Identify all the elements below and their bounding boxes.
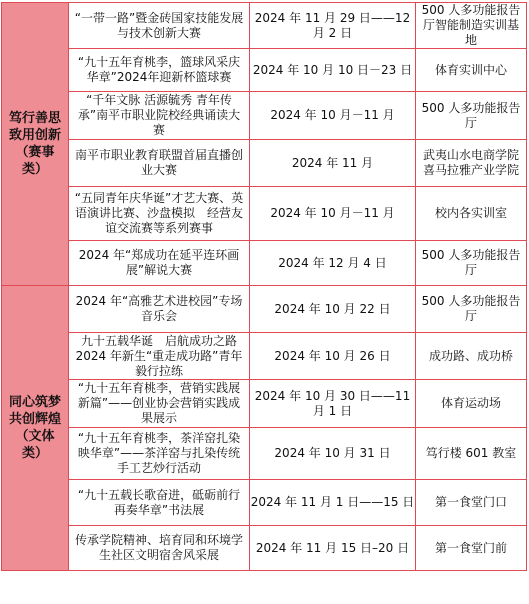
table-row [2,428,527,480]
activity-location-cell: 第一食堂门口 [416,480,527,526]
table-row [2,3,527,49]
activity-date-cell: 2024 年 11 月 [250,140,416,187]
activity-name-cell: “千年文脉 活源毓秀 青年传承”南平市职业院校经典诵读大赛 [69,92,250,140]
activity-name-cell: “五同青年庆华诞”才艺大赛、英语演讲比赛、沙盘模拟 经营友谊交流赛等系列赛事 [69,187,250,241]
activity-date-cell: 2024 年 10 月 30 日——11 月 1 日 [250,380,416,428]
activity-location-cell: 校内各实训室 [416,187,527,241]
activity-name-cell: 传承学院精神、培育同和环境学生社区文明宿舍风采展 [69,526,250,571]
activity-name-cell: “九十五载长歌奋进，砥砺前行再奏华章”书法展 [69,480,250,526]
table-row [2,241,527,286]
activity-name-cell: “九十五年育桃李，篮球风采庆华章”2024年迎新杯篮球赛 [69,49,250,92]
activity-date-cell: 2024 年 10 月 22 日 [250,286,416,333]
activity-date-cell: 2024 年 10 月－11 月 [250,92,416,140]
activity-location-cell: 500 人多功能报告厅 [416,241,527,286]
activity-date-cell: 2024 年 11 月 29 日——12 月 2 日 [250,3,416,49]
activity-schedule-table [1,2,527,571]
activity-name-cell: “一带一路”暨金砖国家技能发展与技术创新大赛 [69,3,250,49]
activity-location-cell: 第一食堂门前 [416,526,527,571]
table-row [2,92,527,140]
category-cell-culture-sports [2,286,69,571]
activity-location-cell: 武夷山水电商学院喜马拉雅产业学院 [416,140,527,187]
activity-date-cell: 2024 年 11 月 15 日–20 日 [250,526,416,571]
activity-location-cell: 体育运动场 [416,380,527,428]
category-label: 笃行善思致用创新（赛事类） [8,111,61,177]
category-label: 同心筑梦共创辉煌（文体类） [8,395,61,461]
table-row [2,333,527,380]
table-row [2,380,527,428]
activity-date-cell: 2024 年 10 月 26 日 [250,333,416,380]
activity-name-cell: 2024 年“高雅艺术进校园”专场音乐会 [69,286,250,333]
activity-location-cell: 体育实训中心 [416,49,527,92]
table-row [2,480,527,526]
activity-date-cell: 2024 年 10 月 10 日－23 日 [250,49,416,92]
activity-name-cell: 2024 年“郑成功在延平连环画展”解说大赛 [69,241,250,286]
activity-name-cell: “九十五年育桃李，茶洋窑扎染映华章”——茶洋窑与扎染传统手工艺炒行活动 [69,428,250,480]
activity-name-cell: 九十五载华诞 启航成功之路2024 年新生“重走成功路”青年毅行拉练 [69,333,250,380]
activity-name-cell: 南平市职业教育联盟首届直播创业大赛 [69,140,250,187]
activity-location-cell: 笃行楼 601 教室 [416,428,527,480]
activity-name-cell: “九十五年育桃李，营销实践展新篇”——创业协会营销实践成果展示 [69,380,250,428]
table-row [2,187,527,241]
table-row [2,286,527,333]
activity-location-cell: 成功路、成功桥 [416,333,527,380]
table-row [2,140,527,187]
activity-date-cell: 2024 年 10 月－11 月 [250,187,416,241]
activity-location-cell: 500 人多功能报告厅 [416,286,527,333]
activity-location-cell: 500 人多功能报告厅智能制造实训基地 [416,3,527,49]
activity-date-cell: 2024 年 10 月 31 日 [250,428,416,480]
category-cell-competitions [2,3,69,286]
activity-location-cell: 500 人多功能报告厅 [416,92,527,140]
table-row [2,49,527,92]
table-row [2,526,527,571]
activity-date-cell: 2024 年 12 月 4 日 [250,241,416,286]
activity-date-cell: 2024 年 11 月 1 日——15 日 [250,480,416,526]
